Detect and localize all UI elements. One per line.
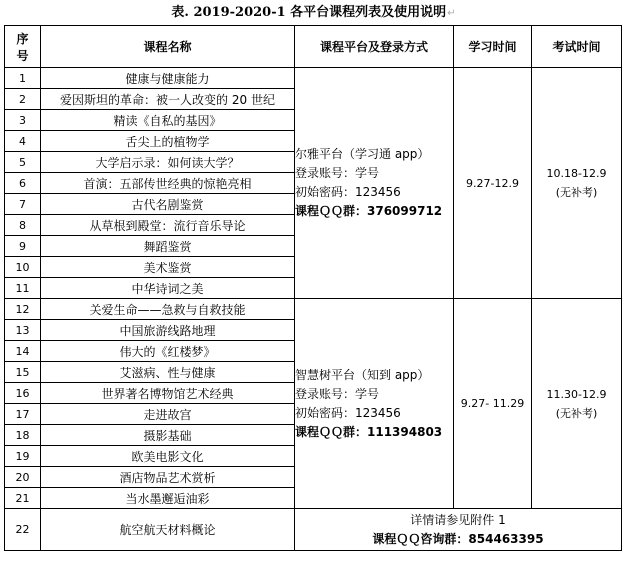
header-num-line2: 号 bbox=[16, 48, 29, 63]
course-name: 首演：五部传世经典的惊艳亮相 bbox=[41, 173, 295, 194]
header-course-name: 课程名称 bbox=[41, 26, 295, 68]
course-table bbox=[4, 25, 622, 551]
row-num: 1 bbox=[5, 68, 41, 89]
platform-name: 智慧树平台（知到 app） bbox=[295, 367, 430, 382]
row-num: 7 bbox=[5, 194, 41, 215]
course-name: 伟大的《红楼梦》 bbox=[41, 341, 295, 362]
study-time-zhihuishu: 9.27- 11.29 bbox=[454, 299, 532, 509]
table-row bbox=[5, 509, 622, 551]
course-name: 艾滋病、性与健康 bbox=[41, 362, 295, 383]
login-account: 登录账号：学号 bbox=[295, 386, 380, 401]
row-num: 17 bbox=[5, 404, 41, 425]
row-num: 5 bbox=[5, 152, 41, 173]
header-num-line1: 序 bbox=[16, 31, 29, 46]
row-num: 11 bbox=[5, 278, 41, 299]
exam-time-range: 11.30-12.9 bbox=[546, 387, 607, 401]
header-num bbox=[5, 26, 41, 68]
paragraph-mark-icon: ↵ bbox=[447, 8, 456, 19]
platform-cell-erya bbox=[295, 68, 454, 299]
row-num: 2 bbox=[5, 89, 41, 110]
course-name: 健康与健康能力 bbox=[41, 68, 295, 89]
initial-password: 初始密码：123456 bbox=[295, 185, 401, 199]
study-time-erya: 9.27-12.9 bbox=[454, 68, 532, 299]
row-num: 13 bbox=[5, 320, 41, 341]
attachment-note-cell bbox=[295, 509, 622, 551]
qq-group: 课程ＱＱ群：376099712 bbox=[295, 204, 443, 218]
table-title-text: 表. 2019-2020-1 各平台课程列表及使用说明 bbox=[171, 5, 447, 20]
attachment-note: 详情请参见附件 1 bbox=[410, 512, 506, 527]
row-num: 21 bbox=[5, 488, 41, 509]
table-row bbox=[5, 68, 622, 89]
table-title bbox=[0, 2, 627, 24]
qq-group: 课程ＱＱ群：111394803 bbox=[295, 424, 443, 439]
course-name: 欧美电影文化 bbox=[41, 446, 295, 467]
row-num: 3 bbox=[5, 110, 41, 131]
row-num: 8 bbox=[5, 215, 41, 236]
course-name: 从草根到殿堂：流行音乐导论 bbox=[41, 215, 295, 236]
course-name: 摄影基础 bbox=[41, 425, 295, 446]
course-name: 古代名剧鉴赏 bbox=[41, 194, 295, 215]
exam-time-erya bbox=[532, 68, 622, 299]
row-num: 12 bbox=[5, 299, 41, 320]
header-platform: 课程平台及登录方式 bbox=[295, 26, 454, 68]
course-name: 关爱生命——急救与自救技能 bbox=[41, 299, 295, 320]
course-name: 当水墨邂逅油彩 bbox=[41, 488, 295, 509]
header-study-time: 学习时间 bbox=[454, 26, 532, 68]
course-name: 精读《自私的基因》 bbox=[41, 110, 295, 131]
header-row bbox=[5, 26, 622, 68]
row-num: 9 bbox=[5, 236, 41, 257]
row-num: 15 bbox=[5, 362, 41, 383]
course-name: 舌尖上的植物学 bbox=[41, 131, 295, 152]
course-name: 世界著名博物馆艺术经典 bbox=[41, 383, 295, 404]
row-num: 19 bbox=[5, 446, 41, 467]
course-name: 爱因斯坦的革命：被一人改变的 20 世纪 bbox=[41, 89, 295, 110]
platform-name: 尔雅平台（学习通 app） bbox=[295, 147, 430, 161]
course-name: 酒店物品艺术赏析 bbox=[41, 467, 295, 488]
exam-time-zhihuishu bbox=[532, 299, 622, 509]
row-num: 14 bbox=[5, 341, 41, 362]
row-num: 4 bbox=[5, 131, 41, 152]
course-name: 中国旅游线路地理 bbox=[41, 320, 295, 341]
course-name: 大学启示录：如何读大学？ bbox=[41, 152, 295, 173]
qq-consult-group: 课程ＱＱ咨询群：854463395 bbox=[372, 531, 544, 546]
exam-note: (无补考) bbox=[555, 406, 598, 420]
course-name: 中华诗词之美 bbox=[41, 278, 295, 299]
row-num: 20 bbox=[5, 467, 41, 488]
course-name: 美术鉴赏 bbox=[41, 257, 295, 278]
login-account: 登录账号：学号 bbox=[295, 166, 380, 180]
row-num: 6 bbox=[5, 173, 41, 194]
header-exam-time: 考试时间 bbox=[532, 26, 622, 68]
row-num: 18 bbox=[5, 425, 41, 446]
exam-time-range: 10.18-12.9 bbox=[546, 167, 607, 180]
row-num: 10 bbox=[5, 257, 41, 278]
platform-cell-zhihuishu bbox=[295, 299, 454, 509]
row-num: 22 bbox=[5, 509, 41, 551]
row-num: 16 bbox=[5, 383, 41, 404]
course-name: 航空航天材料概论 bbox=[41, 509, 295, 551]
course-name: 舞蹈鉴赏 bbox=[41, 236, 295, 257]
initial-password: 初始密码：123456 bbox=[295, 405, 401, 420]
exam-note: (无补考) bbox=[555, 186, 598, 199]
course-name: 走进故宫 bbox=[41, 404, 295, 425]
table-row bbox=[5, 299, 622, 320]
